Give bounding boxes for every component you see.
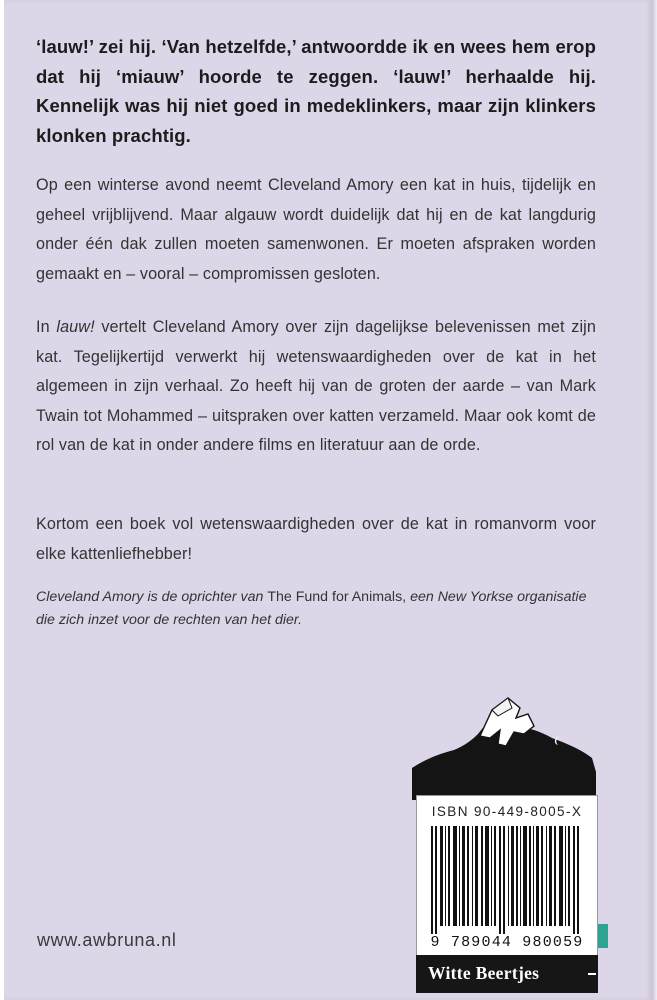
barcode-bars [429, 826, 585, 934]
ean-digits: 9 789044 980059 [430, 934, 584, 951]
credit-before: Cleveland Amory is de oprichter van [36, 589, 264, 605]
barcode-panel [416, 795, 598, 965]
credit-after: een New Yorkse organisatie die zich inzet voor de rechten van het dier. [36, 589, 587, 628]
summary-paragraph-1: Op een winterse avond neemt Cleveland Amory een kat in huis, tijdelijk en geheel vrijblijvend. Maar algauw wordt duidelijk dat hij en de kat langdurig onder één dak zullen moeten samenwonen. Er moeten afspraken worden gemaakt en – vooral – compromissen gesloten. [36, 176, 596, 283]
isbn-number: ISBN 90-449-8005-X [431, 804, 583, 819]
author-credit [36, 586, 596, 631]
publisher-imprint-bar [416, 955, 598, 993]
summary-paragraph-3: Kortom een boek vol wetenswaardigheden over de kat in romanvorm voor elke kattenliefhebber! [36, 515, 596, 563]
paragraph-rest: vertelt Cleveland Amory over zijn dagelijkse belevenissen met zijn kat. Tegelijkertijd verwerkt hij wetenswaardigheden over de kat in het algemeen in zijn verhaal. Zo heeft hij van de groten der aarde – van Mark Twain tot Mohammed – uitspraken over katten verzameld. Maar ook komt de rol van de kat in onder andere films en literatuur aan de orde. [36, 318, 596, 454]
publisher-name: Witte Beertjes [428, 963, 540, 983]
summary-paragraph-2 [36, 313, 596, 461]
cover-edge [652, 0, 657, 1000]
opening-quote: ‘lauw!’ zei hij. ‘Van hetzelfde,’ antwoordde ik en wees hem erop dat hij ‘miauw’ hoorde te zeggen. ‘lauw!’ herhaalde hij. Kennelijk was hij niet goed in medeklinkers, maar zijn klinkers klonken prachtig. [36, 36, 596, 146]
spine-accent [598, 924, 608, 948]
book-title: lauw! [56, 318, 95, 336]
polar-bear-book-logo-icon [412, 690, 612, 800]
credit-organisation: The Fund for Animals, [267, 589, 407, 605]
imprint-tick [588, 973, 596, 975]
publisher-website: www.awbruna.nl [37, 930, 177, 950]
paragraph-lead: In [36, 318, 50, 336]
